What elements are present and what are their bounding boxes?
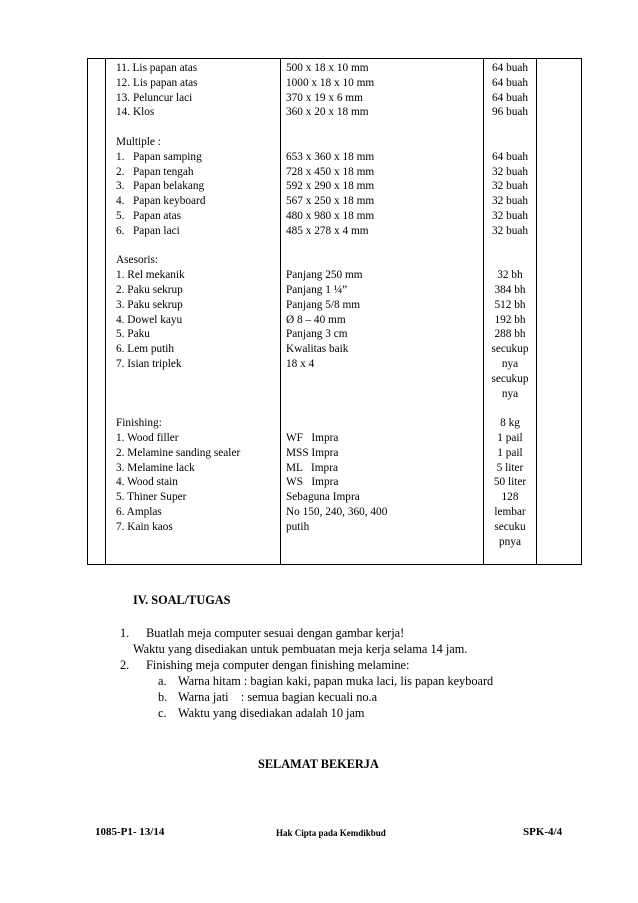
qty-value: 288 bh [494, 328, 526, 341]
spec-value: putih [286, 520, 310, 533]
multiple-header: Multiple : [116, 135, 161, 148]
qty-value: 96 buah [491, 106, 529, 119]
materials-table [87, 58, 582, 565]
list-item: 3. Melamine lack [116, 461, 195, 474]
list-item: 4. Dowel kayu [116, 313, 183, 326]
size-value: 360 x 20 x 18 mm [286, 106, 369, 119]
qty-value: nya [501, 387, 519, 400]
qty-value: 64 buah [491, 150, 529, 163]
list-item: 13. Peluncur laci [116, 91, 193, 104]
qty-value: 32 buah [491, 165, 529, 178]
qty-value: 32 buah [491, 209, 529, 222]
size-value: 370 x 19 x 6 mm [286, 91, 363, 104]
spec-value: WF Impra [286, 431, 339, 444]
qty-value: 128 [501, 491, 519, 504]
qty-value: 32 buah [491, 224, 529, 237]
size-value: 485 x 278 x 4 mm [286, 224, 369, 237]
qty-value: secukup [491, 372, 529, 385]
sub-item: b. Warna jati : semua bagian kecuali no.a [158, 690, 378, 704]
footer-copyright: Hak Cipta pada Kemdikbud [276, 828, 386, 838]
spec-value: MSS Impra [286, 446, 339, 459]
size-value: 653 x 360 x 18 mm [286, 150, 375, 163]
qty-value: secukup [491, 343, 529, 356]
spec-value: Kwalitas baik [286, 343, 349, 356]
sub-item: c. Waktu yang disediakan adalah 10 jam [158, 706, 365, 720]
size-column [281, 59, 484, 565]
qty-value: 1 pail [497, 446, 523, 459]
task-item [120, 657, 493, 673]
list-item: 14. Klos [116, 106, 155, 119]
asesoris-header: Asesoris: [116, 254, 159, 267]
list-item: 4. Wood stain [116, 476, 178, 489]
quantity-column [484, 59, 537, 565]
list-item: 12. Lis papan atas [116, 76, 198, 89]
list-item: 11. Lis papan atas [116, 62, 198, 74]
list-item: 6. Lem putih [116, 343, 175, 356]
list-item: 4. Papan keyboard [116, 195, 206, 208]
qty-value: 50 liter [493, 476, 527, 489]
qty-value: 5 liter [496, 461, 524, 474]
qty-value: 384 bh [494, 283, 526, 296]
footer-page: SPK-4/4 [523, 826, 563, 838]
qty-value: 64 buah [491, 62, 529, 74]
list-item: 6. Amplas [116, 505, 162, 518]
task-text-continued: Waktu yang disediakan untuk pembuatan meja kerja selama 14 jam. [133, 642, 468, 656]
size-value: 567 x 250 x 18 mm [286, 195, 375, 208]
size-value: 592 x 290 x 18 mm [286, 180, 375, 193]
size-value: 480 x 980 x 18 mm [286, 209, 375, 222]
qty-value: 32 buah [491, 195, 529, 208]
list-item: 2. Melamine sanding sealer [116, 446, 241, 459]
spec-value: Panjang 250 mm [286, 269, 363, 282]
blank-column [88, 59, 106, 565]
list-item: 7. Isian triplek [116, 357, 182, 370]
finishing-header: Finishing: [116, 417, 162, 430]
qty-value: secuku [494, 520, 526, 533]
spec-value: Panjang 5/8 mm [286, 298, 361, 311]
item-column [106, 59, 281, 565]
list-item: 5. Papan atas [116, 209, 181, 222]
qty-value: pnya [499, 535, 521, 548]
size-value: 500 x 18 x 10 mm [286, 62, 369, 74]
qty-value: 32 bh [497, 269, 523, 282]
qty-value: nya [501, 357, 519, 370]
qty-value: 1 pail [497, 431, 523, 444]
task-item [120, 625, 493, 641]
spec-value: Panjang 1 ¼” [286, 283, 348, 296]
spec-value: 18 x 4 [286, 357, 315, 370]
list-item: 3. Papan belakang [116, 180, 205, 193]
section-title: IV. SOAL/TUGAS [133, 593, 231, 607]
footer-code: 1085-P1- 13/14 [95, 826, 165, 838]
qty-value: 8 kg [500, 417, 520, 430]
task-text: Finishing meja computer dengan finishing melamine: [146, 658, 410, 672]
qty-value: 64 buah [491, 91, 529, 104]
qty-value: 192 bh [494, 313, 526, 326]
spec-value: Panjang 3 cm [286, 328, 348, 341]
sub-item: a. Warna hitam : bagian kaki, papan muka laci, lis papan keyboard [158, 674, 494, 688]
task-number: 1. [120, 626, 130, 640]
list-item: 2. Papan tengah [116, 165, 194, 178]
spec-value: ML Impra [286, 461, 338, 474]
list-item: 5. Paku [116, 328, 150, 341]
qty-value: lembar [494, 505, 526, 518]
list-item: 2. Paku sekrup [116, 283, 183, 296]
list-item: 7. Kain kaos [116, 520, 173, 533]
size-value: 1000 x 18 x 10 mm [286, 76, 375, 89]
size-value: 728 x 450 x 18 mm [286, 165, 375, 178]
closing-text: SELAMAT BEKERJA [258, 757, 379, 771]
task-text: Buatlah meja computer sesuai dengan gambar kerja! [146, 626, 405, 640]
list-item: 3. Paku sekrup [116, 298, 183, 311]
spec-value: Ø 8 – 40 mm [286, 313, 346, 326]
blank-column [537, 59, 582, 565]
list-item: 1. Papan samping [116, 150, 202, 163]
qty-value: 32 buah [491, 180, 529, 193]
spec-value: Sebaguna Impra [286, 491, 360, 504]
table-row [88, 59, 582, 565]
qty-value: 512 bh [494, 298, 526, 311]
task-number: 2. [120, 658, 130, 672]
list-item: 5. Thiner Super [116, 491, 187, 504]
list-item: 6. Papan laci [116, 224, 180, 237]
list-item: 1. Wood filler [116, 431, 179, 444]
list-item: 1. Rel mekanik [116, 269, 185, 282]
task-list [120, 625, 493, 721]
qty-value: 64 buah [491, 76, 529, 89]
spec-value: No 150, 240, 360, 400 [286, 505, 388, 518]
spec-value: WS Impra [286, 476, 339, 489]
